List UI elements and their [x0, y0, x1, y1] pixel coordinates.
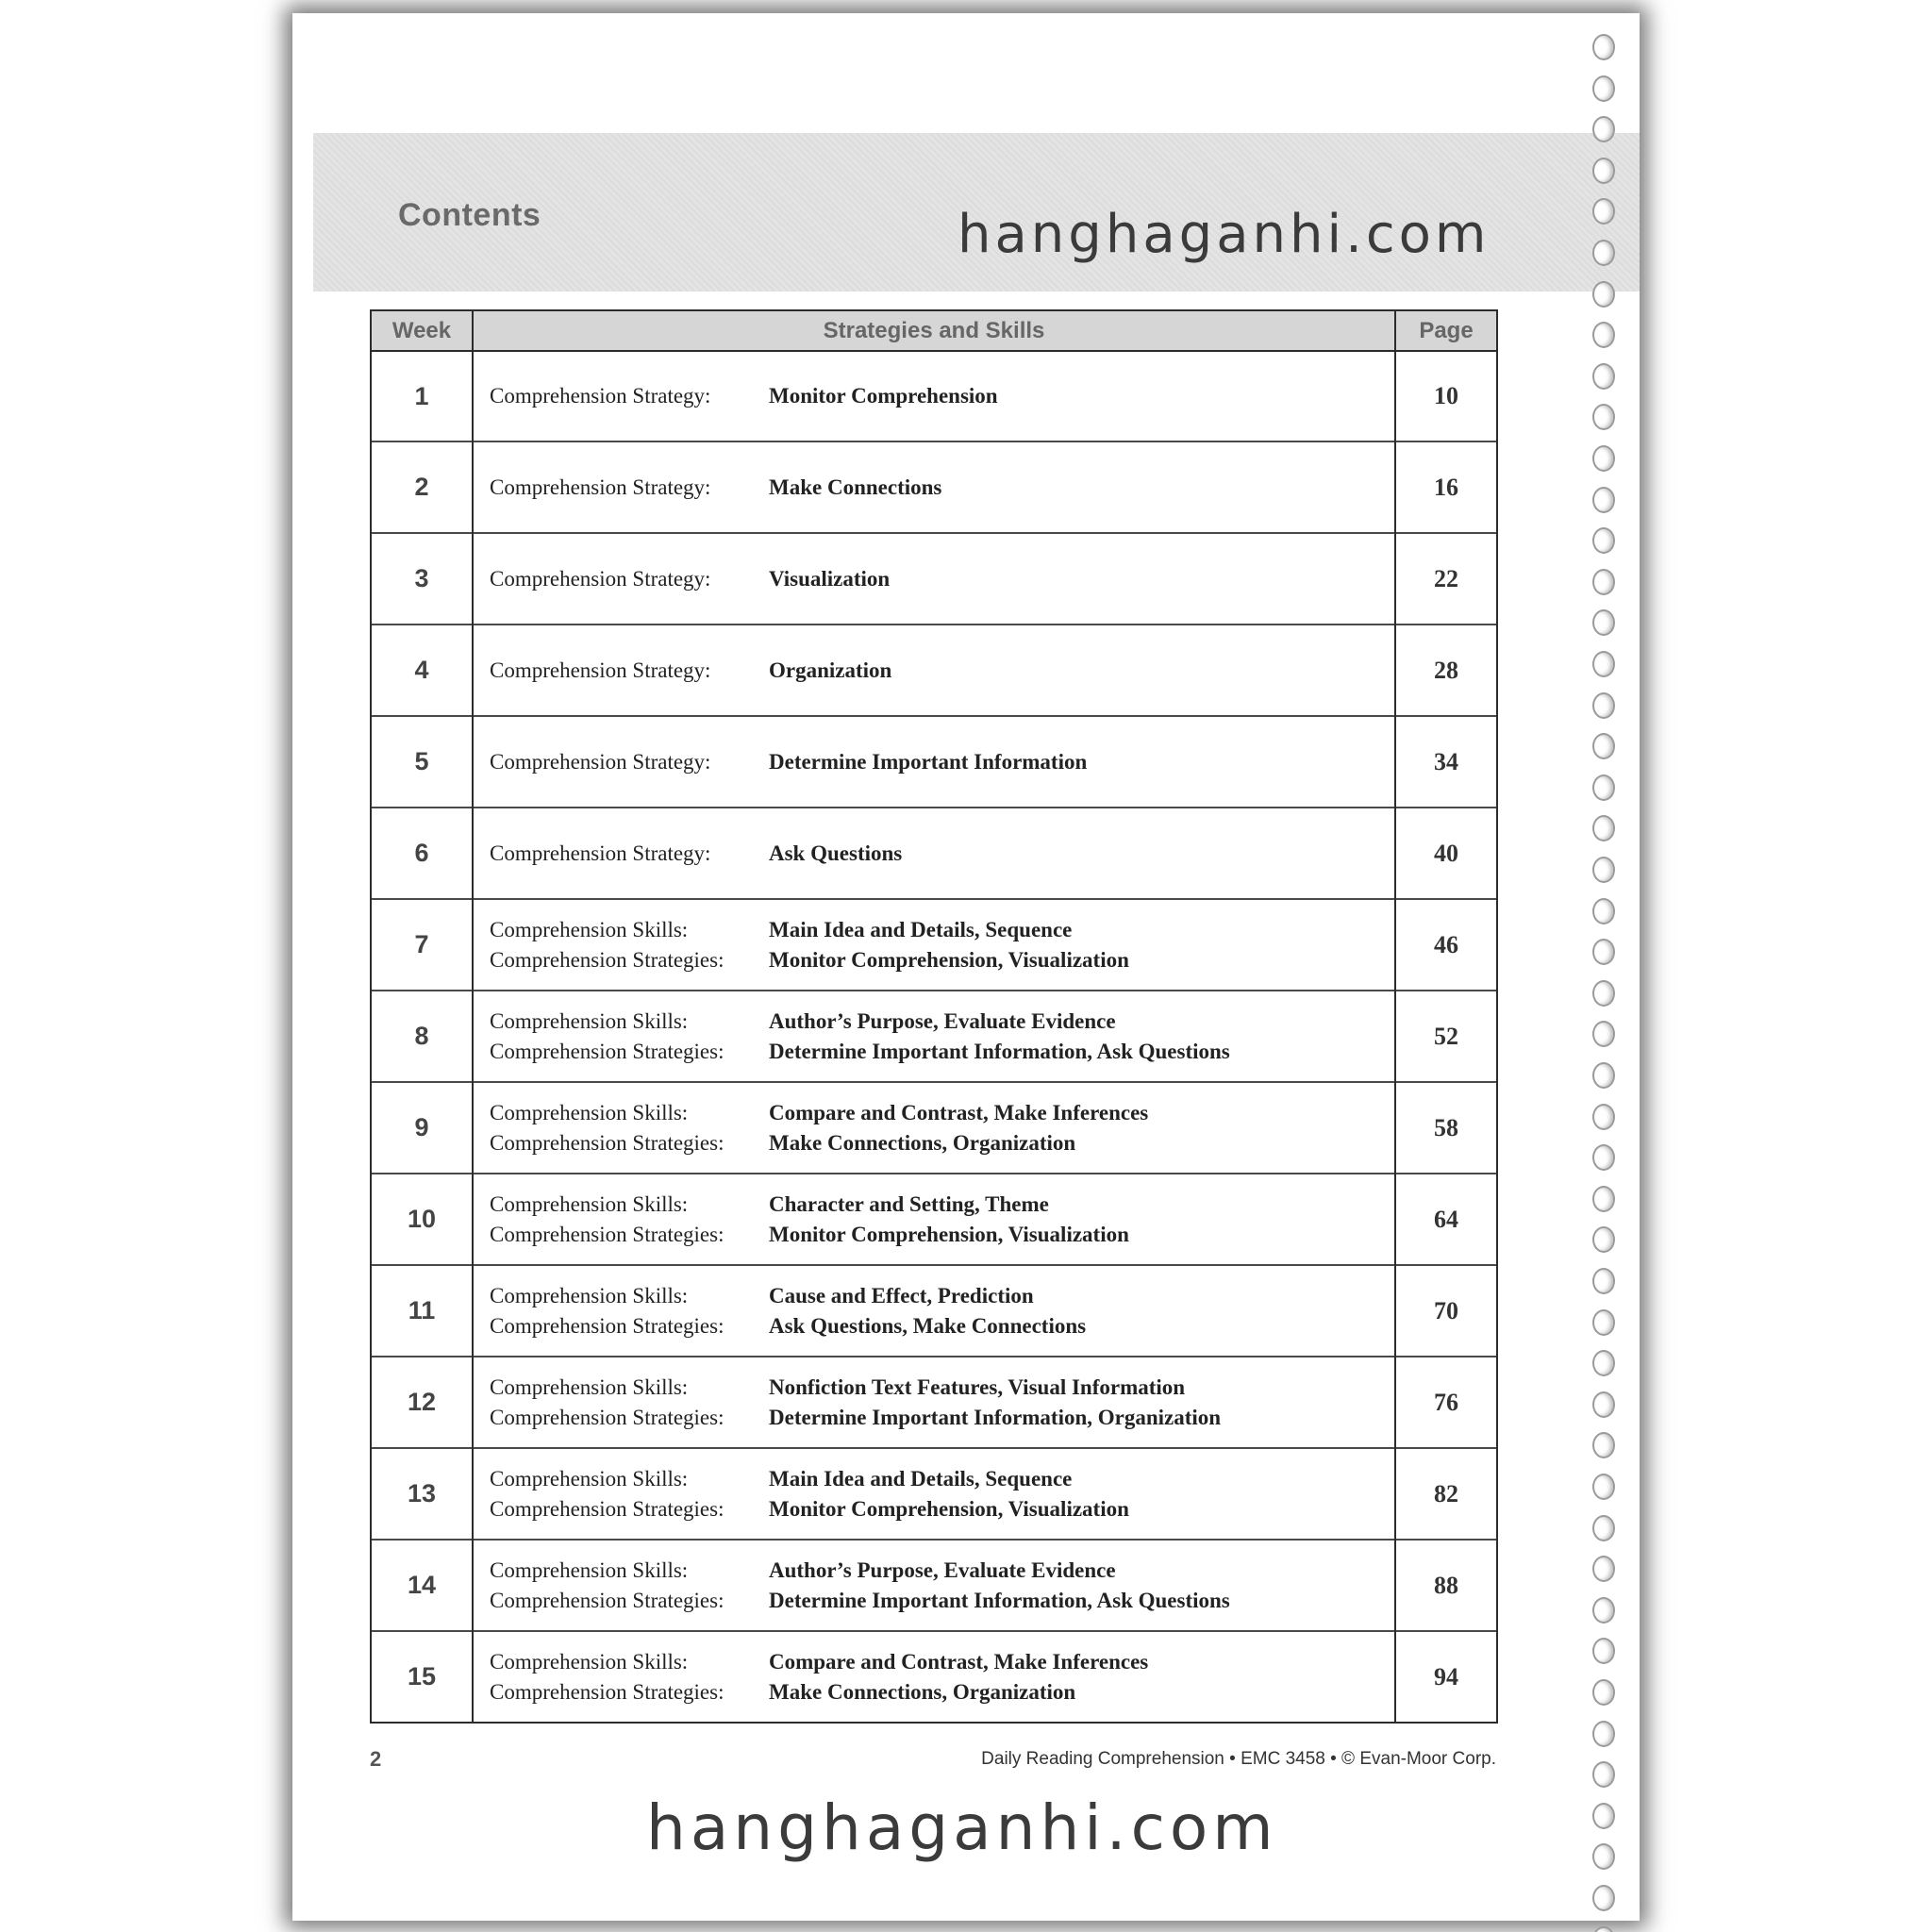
strategies-cell: [473, 441, 1395, 533]
week-number: 1: [371, 351, 473, 441]
strategy-label: Comprehension Skills:: [490, 1100, 689, 1124]
page-number: 2: [370, 1747, 382, 1771]
strategy-line: [474, 1494, 1394, 1524]
strategy-label: Comprehension Strategies:: [490, 1222, 724, 1246]
binding-ring: [1592, 527, 1615, 554]
strategy-line: [474, 656, 1394, 686]
strategy-line: [474, 1098, 1394, 1128]
binding-ring: [1592, 1391, 1615, 1418]
strategy-label: Comprehension Strategy:: [490, 384, 711, 408]
page-number-cell: 70: [1395, 1265, 1497, 1357]
strategy-value: Monitor Comprehension, Visualization: [769, 947, 1129, 972]
strategy-line: [474, 839, 1394, 869]
page-number-cell: 46: [1395, 899, 1497, 991]
binding-ring: [1592, 322, 1615, 348]
strategy-line: [474, 1128, 1394, 1158]
strategy-value: Monitor Comprehension, Visualization: [769, 1222, 1129, 1246]
table-row: [371, 533, 1497, 625]
week-number: 3: [371, 533, 473, 625]
header-band: [313, 133, 1640, 291]
week-number: 5: [371, 716, 473, 808]
strategy-line: [474, 1677, 1394, 1707]
page-number-cell: 94: [1395, 1631, 1497, 1723]
binding-ring: [1592, 1226, 1615, 1253]
binding-ring: [1592, 939, 1615, 965]
strategy-label: Comprehension Skills:: [490, 1191, 689, 1216]
page-number-cell: 52: [1395, 991, 1497, 1082]
binding-ring: [1592, 240, 1615, 266]
strategy-line: [474, 915, 1394, 945]
table-row: [371, 716, 1497, 808]
strategy-label: Comprehension Strategies:: [490, 1588, 724, 1612]
binding-ring: [1592, 733, 1615, 759]
table-row: [371, 1174, 1497, 1265]
binding-ring: [1592, 1556, 1615, 1582]
strategy-label: Comprehension Strategy:: [490, 841, 711, 865]
strategy-value: Make Connections, Organization: [769, 1130, 1076, 1155]
strategy-line: [474, 1403, 1394, 1433]
strategy-value: Monitor Comprehension: [769, 384, 998, 408]
strategies-cell: [473, 1448, 1395, 1540]
binding-ring: [1592, 1803, 1615, 1829]
week-number: 7: [371, 899, 473, 991]
table-row: [371, 1540, 1497, 1631]
table-row: [371, 991, 1497, 1082]
strategies-cell: [473, 808, 1395, 899]
strategies-cell: [473, 1357, 1395, 1448]
page-title: Contents: [398, 197, 541, 233]
spiral-binding: [1592, 34, 1621, 1921]
binding-ring: [1592, 980, 1615, 1007]
week-number: 9: [371, 1082, 473, 1174]
strategy-line: [474, 381, 1394, 411]
strategy-line: [474, 945, 1394, 975]
strategy-label: Comprehension Strategies:: [490, 1130, 724, 1155]
workbook-page: [292, 13, 1640, 1921]
strategy-value: Determine Important Information, Ask Questions: [769, 1039, 1230, 1063]
strategy-line: [474, 1281, 1394, 1311]
table-row: [371, 808, 1497, 899]
strategy-value: Determine Important Information, Organization: [769, 1405, 1222, 1429]
binding-ring: [1592, 75, 1615, 102]
strategy-line: [474, 1190, 1394, 1220]
strategy-value: Main Idea and Details, Sequence: [769, 917, 1073, 941]
week-number: 14: [371, 1540, 473, 1631]
column-header-week: Week: [371, 310, 473, 351]
week-number: 15: [371, 1631, 473, 1723]
binding-ring: [1592, 857, 1615, 883]
week-number: 12: [371, 1357, 473, 1448]
binding-ring: [1592, 487, 1615, 513]
week-number: 11: [371, 1265, 473, 1357]
strategy-label: Comprehension Skills:: [490, 917, 689, 941]
binding-ring: [1592, 569, 1615, 595]
strategy-value: Ask Questions: [769, 841, 903, 865]
table-row: [371, 625, 1497, 716]
strategy-line: [474, 1464, 1394, 1494]
page-number-cell: 40: [1395, 808, 1497, 899]
strategy-value: Make Connections: [769, 475, 942, 499]
binding-ring: [1592, 774, 1615, 801]
strategy-line: [474, 473, 1394, 503]
binding-ring: [1592, 1926, 1615, 1932]
binding-ring: [1592, 363, 1615, 390]
binding-ring: [1592, 1638, 1615, 1664]
strategy-label: Comprehension Skills:: [490, 1466, 689, 1491]
page-number-cell: 10: [1395, 351, 1497, 441]
page-number-cell: 64: [1395, 1174, 1497, 1265]
strategy-value: Determine Important Information, Ask Questions: [769, 1588, 1230, 1612]
strategy-value: Ask Questions, Make Connections: [769, 1313, 1087, 1338]
binding-ring: [1592, 1432, 1615, 1458]
strategy-line: [474, 1373, 1394, 1403]
strategy-line: [474, 1311, 1394, 1341]
strategy-label: Comprehension Strategy:: [490, 749, 711, 774]
week-number: 13: [371, 1448, 473, 1540]
strategy-value: Compare and Contrast, Make Inferences: [769, 1649, 1149, 1674]
table-row: [371, 1265, 1497, 1357]
strategies-cell: [473, 716, 1395, 808]
strategy-label: Comprehension Strategies:: [490, 1039, 724, 1063]
week-number: 6: [371, 808, 473, 899]
page-number-cell: 82: [1395, 1448, 1497, 1540]
binding-ring: [1592, 34, 1615, 60]
page-number-cell: 22: [1395, 533, 1497, 625]
strategy-value: Author’s Purpose, Evaluate Evidence: [769, 1008, 1116, 1033]
strategy-value: Make Connections, Organization: [769, 1679, 1076, 1704]
strategy-label: Comprehension Strategies:: [490, 947, 724, 972]
table-row: [371, 1448, 1497, 1540]
strategy-value: Determine Important Information: [769, 749, 1088, 774]
table-row: [371, 899, 1497, 991]
binding-ring: [1592, 1021, 1615, 1047]
strategy-line: [474, 1007, 1394, 1037]
strategy-label: Comprehension Strategy:: [490, 566, 711, 591]
binding-ring: [1592, 1597, 1615, 1624]
page-number-cell: 34: [1395, 716, 1497, 808]
watermark-bottom: hanghaganhi.com: [646, 1791, 1278, 1864]
strategy-label: Comprehension Strategies:: [490, 1313, 724, 1338]
strategy-line: [474, 1220, 1394, 1250]
strategy-value: Main Idea and Details, Sequence: [769, 1466, 1073, 1491]
strategy-value: Visualization: [769, 566, 891, 591]
watermark-top: hanghaganhi.com: [958, 204, 1491, 265]
strategies-cell: [473, 1540, 1395, 1631]
binding-ring: [1592, 281, 1615, 308]
binding-ring: [1592, 1885, 1615, 1911]
strategies-cell: [473, 1265, 1395, 1357]
binding-ring: [1592, 404, 1615, 430]
table-row: [371, 441, 1497, 533]
footer-credit: Daily Reading Comprehension • EMC 3458 • © Evan-Moor Corp.: [981, 1749, 1496, 1769]
strategy-line: [474, 747, 1394, 777]
binding-ring: [1592, 1268, 1615, 1294]
page-number-cell: 88: [1395, 1540, 1497, 1631]
binding-ring: [1592, 1843, 1615, 1870]
binding-ring: [1592, 1309, 1615, 1336]
strategies-cell: [473, 1631, 1395, 1723]
strategies-cell: [473, 351, 1395, 441]
strategy-label: Comprehension Skills:: [490, 1283, 689, 1307]
week-number: 8: [371, 991, 473, 1082]
strategies-cell: [473, 625, 1395, 716]
strategies-cell: [473, 991, 1395, 1082]
binding-ring: [1592, 1761, 1615, 1788]
page-number-cell: 16: [1395, 441, 1497, 533]
strategy-label: Comprehension Skills:: [490, 1557, 689, 1582]
table-row: [371, 1631, 1497, 1723]
strategy-line: [474, 1586, 1394, 1616]
strategy-label: Comprehension Strategy:: [490, 475, 711, 499]
binding-ring: [1592, 1721, 1615, 1747]
strategy-line: [474, 1647, 1394, 1677]
binding-ring: [1592, 198, 1615, 225]
strategy-value: Character and Setting, Theme: [769, 1191, 1049, 1216]
table-row: [371, 1357, 1497, 1448]
strategy-value: Cause and Effect, Prediction: [769, 1283, 1034, 1307]
strategy-value: Organization: [769, 658, 892, 682]
strategy-line: [474, 564, 1394, 594]
binding-ring: [1592, 1515, 1615, 1541]
strategy-value: Compare and Contrast, Make Inferences: [769, 1100, 1149, 1124]
strategy-label: Comprehension Skills:: [490, 1374, 689, 1399]
binding-ring: [1592, 1350, 1615, 1376]
strategy-label: Comprehension Skills:: [490, 1649, 689, 1674]
binding-ring: [1592, 1062, 1615, 1089]
strategy-value: Author’s Purpose, Evaluate Evidence: [769, 1557, 1116, 1582]
binding-ring: [1592, 1104, 1615, 1130]
binding-ring: [1592, 445, 1615, 472]
strategy-label: Comprehension Strategies:: [490, 1405, 724, 1429]
column-header-strategies: Strategies and Skills: [473, 310, 1395, 351]
strategy-value: Monitor Comprehension, Visualization: [769, 1496, 1129, 1521]
column-header-page: Page: [1395, 310, 1497, 351]
binding-ring: [1592, 815, 1615, 841]
binding-ring: [1592, 1474, 1615, 1500]
binding-ring: [1592, 609, 1615, 636]
contents-table: [370, 309, 1498, 1724]
page-number-cell: 58: [1395, 1082, 1497, 1174]
strategies-cell: [473, 899, 1395, 991]
page-number-cell: 76: [1395, 1357, 1497, 1448]
strategy-label: Comprehension Strategy:: [490, 658, 711, 682]
table-row: [371, 1082, 1497, 1174]
strategy-label: Comprehension Strategies:: [490, 1679, 724, 1704]
binding-ring: [1592, 1186, 1615, 1212]
binding-ring: [1592, 692, 1615, 719]
week-number: 4: [371, 625, 473, 716]
binding-ring: [1592, 898, 1615, 924]
strategies-cell: [473, 1082, 1395, 1174]
strategies-cell: [473, 533, 1395, 625]
page-number-cell: 28: [1395, 625, 1497, 716]
week-number: 2: [371, 441, 473, 533]
binding-ring: [1592, 1144, 1615, 1171]
week-number: 10: [371, 1174, 473, 1265]
strategy-line: [474, 1037, 1394, 1067]
strategies-cell: [473, 1174, 1395, 1265]
strategy-line: [474, 1556, 1394, 1586]
strategy-label: Comprehension Strategies:: [490, 1496, 724, 1521]
binding-ring: [1592, 651, 1615, 677]
binding-ring: [1592, 158, 1615, 184]
strategy-label: Comprehension Skills:: [490, 1008, 689, 1033]
binding-ring: [1592, 1679, 1615, 1706]
strategy-value: Nonfiction Text Features, Visual Information: [769, 1374, 1186, 1399]
binding-ring: [1592, 116, 1615, 142]
table-row: [371, 351, 1497, 441]
